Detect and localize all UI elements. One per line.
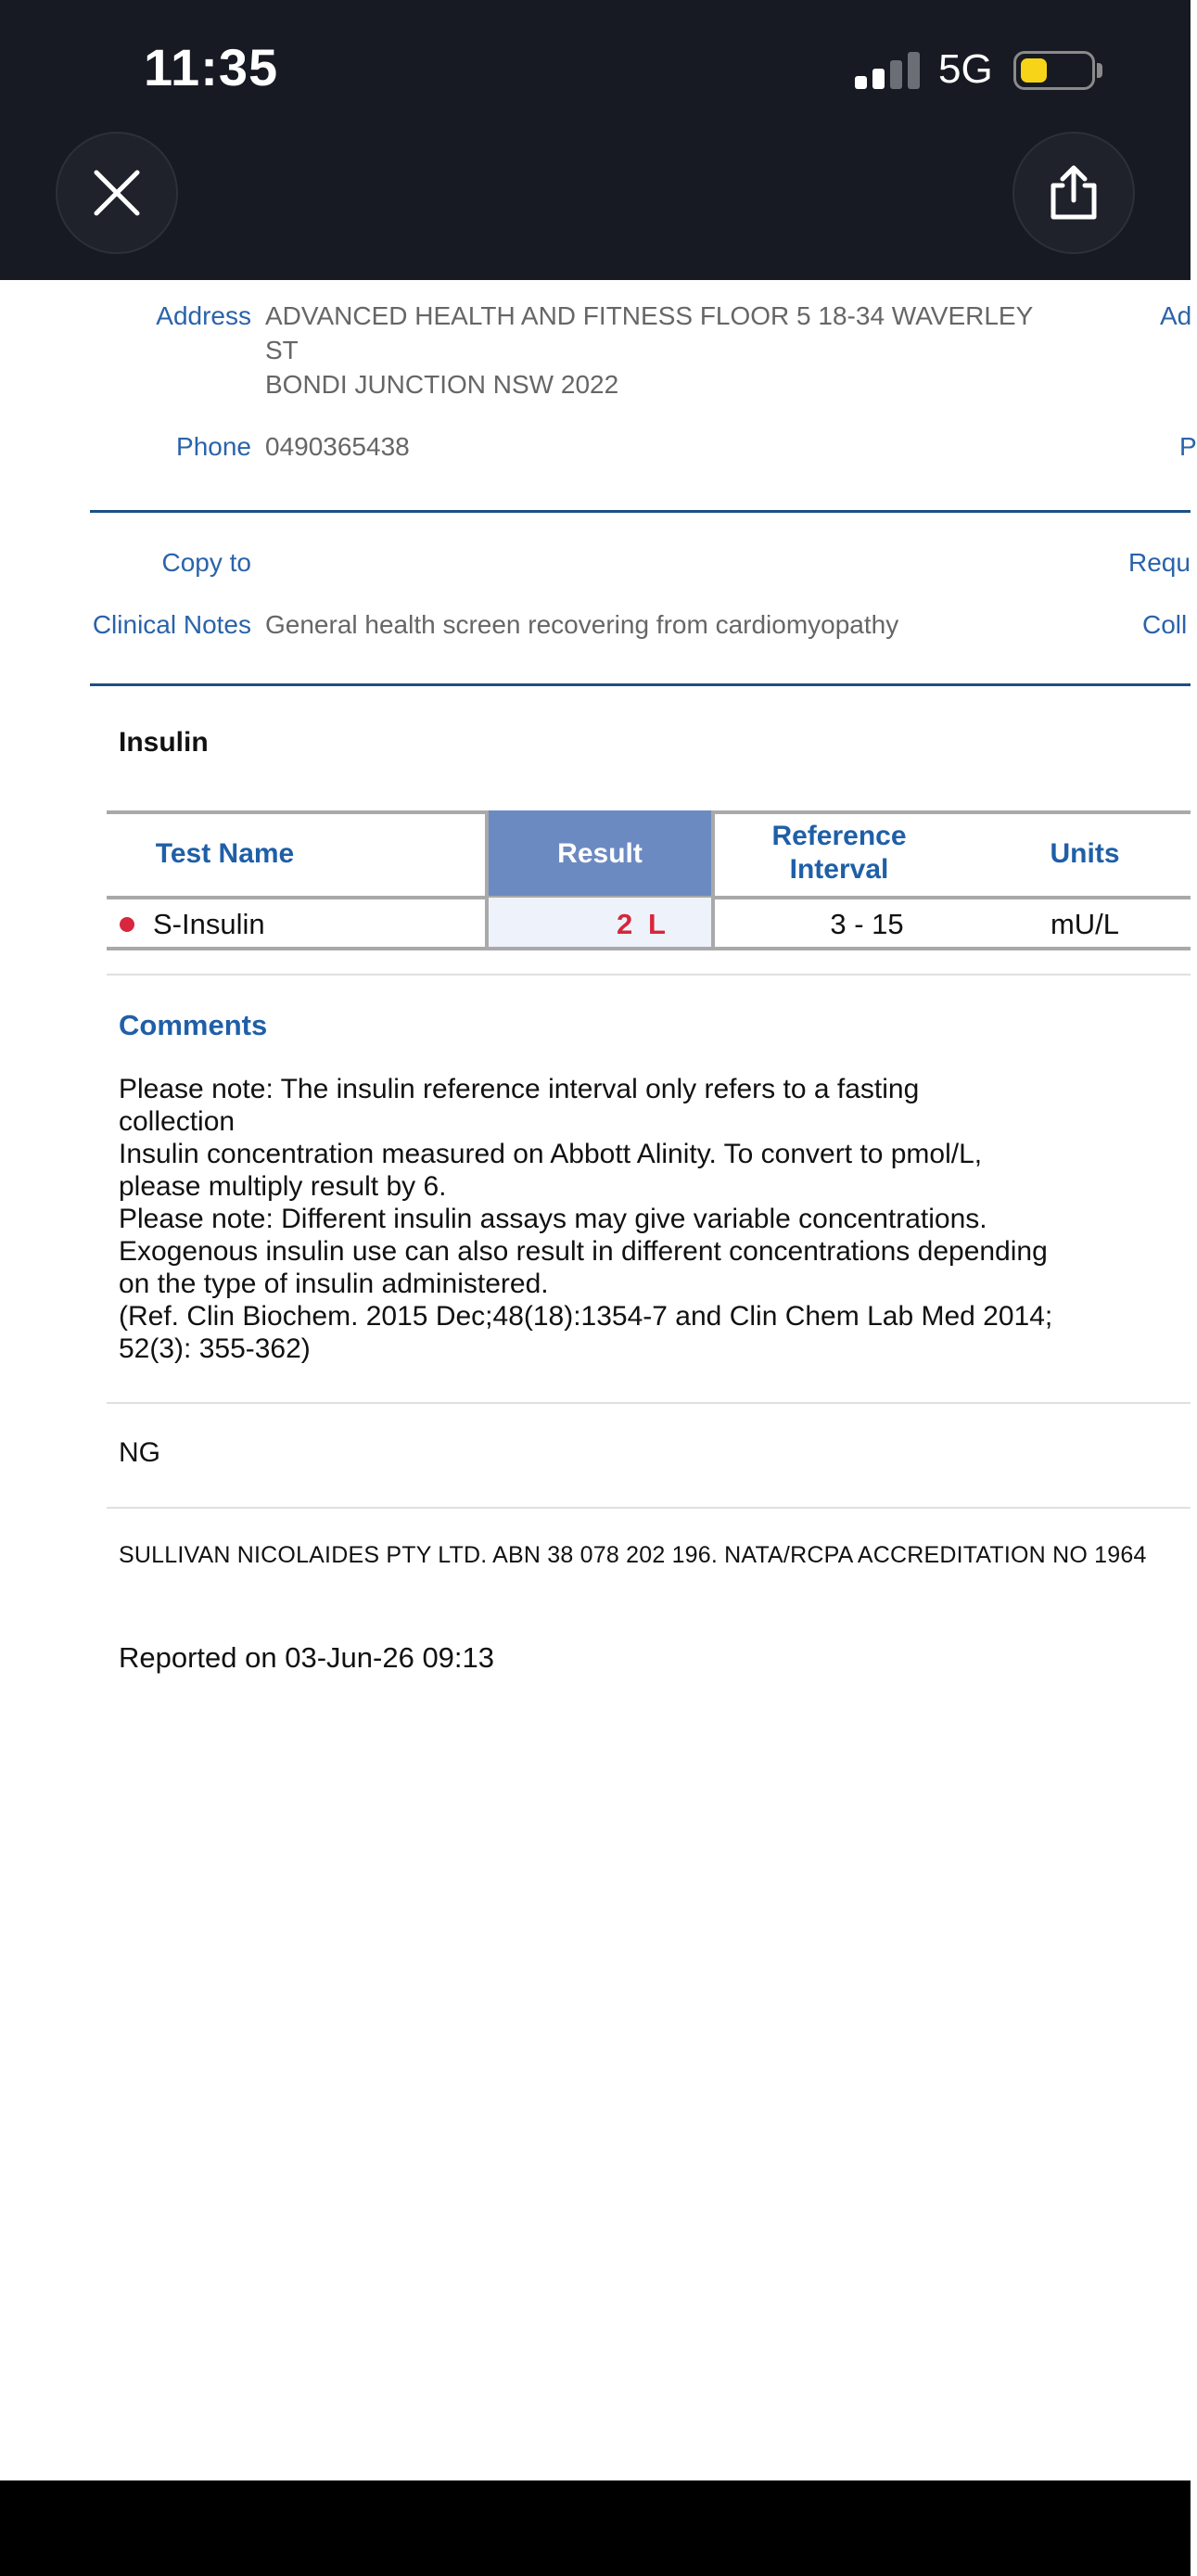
divider — [107, 1402, 1191, 1404]
right-collect-label: Coll — [1142, 610, 1188, 639]
column-header-reference: Reference Interval — [771, 821, 907, 885]
battery-icon — [1013, 51, 1095, 90]
test-name-cell: S-Insulin — [153, 908, 265, 940]
lab-accreditation: SULLIVAN NICOLAIDES PTY LTD. ABN 38 078 202 196. NATA/RCPA ACCREDITATION NO 1964 — [119, 1542, 1147, 1568]
share-button[interactable] — [1012, 132, 1135, 254]
divider — [107, 974, 1191, 976]
comment-line: collection — [119, 1106, 236, 1137]
divider — [107, 1507, 1191, 1509]
column-header-units: Units — [1050, 838, 1120, 869]
right-request-label: Requ — [1128, 548, 1191, 577]
right-address-label: Ad — [1160, 301, 1192, 330]
reference-interval-cell: 3 - 15 — [830, 908, 904, 940]
clinical-notes-label: Clinical Notes — [92, 610, 251, 639]
divider — [90, 510, 1191, 513]
column-header-test-name: Test Name — [155, 838, 295, 869]
comment-line: Insulin concentration measured on Abbott Alinity. To convert to pmol/L, — [119, 1139, 983, 1169]
comment-line: (Ref. Clin Biochem. 2015 Dec;48(18):1354-7 and Clin Chem Lab Med 2014; — [119, 1301, 1053, 1332]
result-cell-bg — [485, 898, 715, 948]
address-label: Address — [156, 301, 251, 330]
comment-line: 52(3): 355-362) — [119, 1333, 311, 1364]
phone-value: 0490365438 — [265, 432, 410, 461]
comment-line: on the type of insulin administered. — [119, 1269, 549, 1299]
comments-title: Comments — [119, 1009, 268, 1041]
result-value: 2 — [617, 908, 633, 940]
status-time: 11:35 — [144, 38, 279, 96]
reported-timestamp: Reported on 03-Jun-26 09:13 — [119, 1641, 495, 1674]
close-button[interactable] — [56, 132, 178, 254]
address-line-3: BONDI JUNCTION NSW 2022 — [265, 370, 619, 399]
reporter-initials: NG — [119, 1437, 160, 1468]
bottom-bar — [0, 2480, 1191, 2576]
comments-body — [119, 1073, 1120, 1365]
clinical-notes-value: General health screen recovering from cardiomyopathy — [265, 610, 899, 639]
copy-to-label: Copy to — [161, 548, 251, 577]
test-section-title: Insulin — [119, 727, 209, 758]
comment-line: please multiply result by 6. — [119, 1171, 447, 1202]
address-line-2: ST — [265, 336, 299, 364]
right-phone-label: P — [1179, 432, 1197, 461]
address-line-1: ADVANCED HEALTH AND FITNESS FLOOR 5 18-34 WAVERLEY — [265, 301, 1034, 330]
abnormal-flag-dot-icon — [120, 917, 134, 932]
top-bar — [0, 0, 1191, 280]
divider — [90, 683, 1191, 686]
comment-line: Please note: Different insulin assays may give variable concentrations. — [119, 1204, 987, 1234]
comment-line: Please note: The insulin reference interval only refers to a fasting — [119, 1074, 920, 1104]
phone-label: Phone — [176, 432, 251, 461]
cellular-signal-icon — [855, 52, 922, 89]
column-header-result: Result — [557, 838, 643, 869]
close-icon — [91, 167, 143, 219]
result-flag: L — [648, 908, 666, 940]
comment-line: Exogenous insulin use can also result in different concentrations depending — [119, 1236, 1048, 1267]
units-cell: mU/L — [1050, 908, 1120, 940]
share-icon — [1046, 163, 1101, 223]
network-type: 5G — [938, 46, 993, 92]
